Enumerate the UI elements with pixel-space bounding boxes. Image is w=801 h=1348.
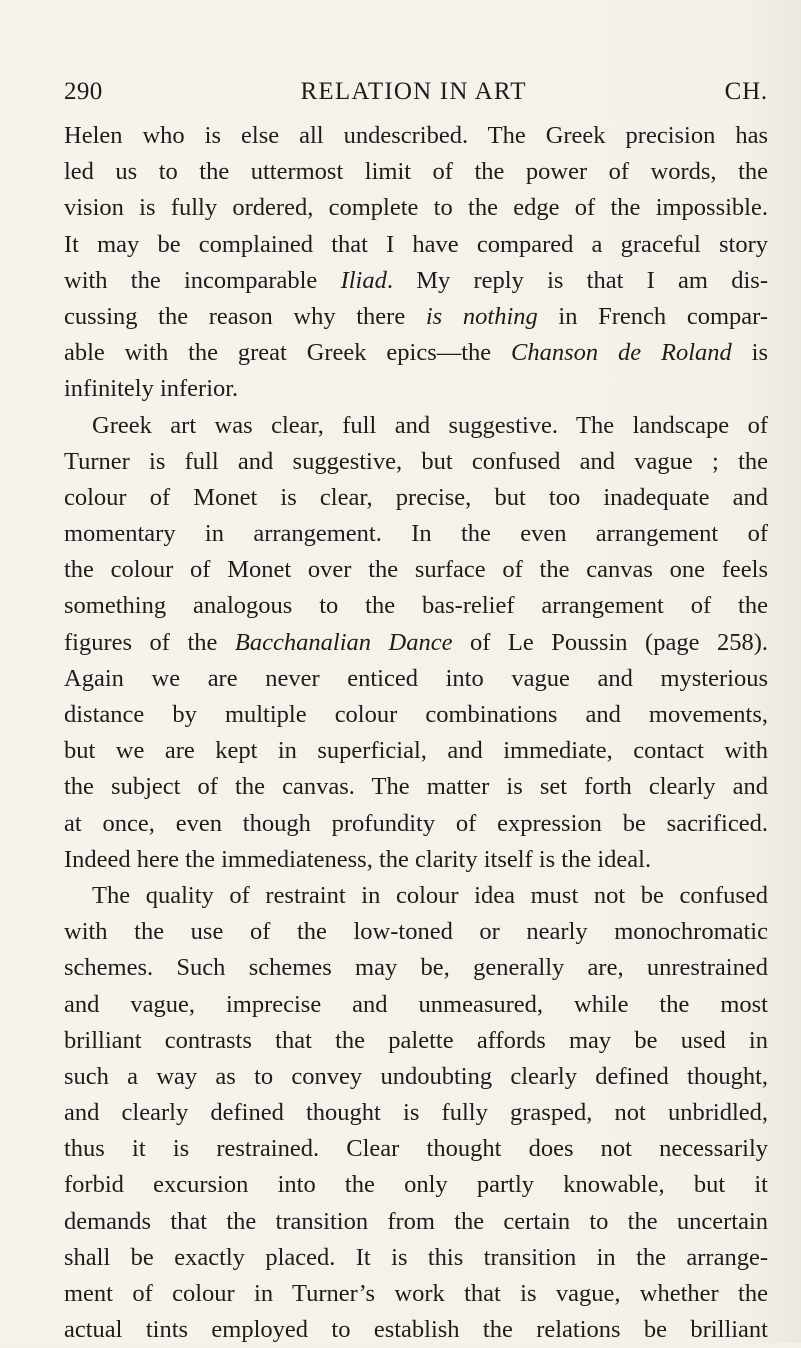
text-line-28: and clearly defined thought is fully grasped, not unbridled, [64, 1099, 768, 1127]
text-line-14: something analogous to the bas-relief arrangement of the [64, 592, 768, 620]
text-line-32: shall be exactly placed. It is this transition in the arrange- [64, 1243, 768, 1271]
emphasis-is-nothing: is nothing [425, 302, 538, 330]
text-line-30: forbid excursion into the only partly knowable, but it [64, 1171, 768, 1199]
text-line-29: thus it is restrained. Clear thought does not necessarily [64, 1135, 768, 1163]
text-line-10: Turner is full and suggestive, but confused and vague ; the [64, 447, 768, 475]
text-line-16: Again we are never enticed into vague and mysterious [64, 664, 768, 692]
iliad-title: Iliad [340, 266, 387, 294]
text-line-4: It may be complained that I have compared a graceful story [64, 230, 768, 258]
text-line-34: actual tints employed to establish the relations be brilliant [64, 1316, 768, 1344]
text-line-23: with the use of the low-toned or nearly monochromatic [64, 918, 768, 946]
text-line-25: and vague, imprecise and unmeasured, while the most [64, 990, 768, 1018]
text-line-22: The quality of restraint in colour idea must not be confused [92, 881, 768, 909]
text-line-6: cussing the reason why there is nothing in French compar- [64, 302, 768, 330]
text-line-13: the colour of Monet over the surface of the canvas one feels [64, 556, 768, 584]
text-line-31: demands that the transition from the certain to the uncertain [64, 1207, 768, 1235]
text-line-12: momentary in arrangement. In the even arrangement of [64, 520, 768, 548]
text-line-18: but we are kept in superficial, and immediate, contact with [64, 737, 768, 765]
text-line-7: able with the great Greek epics—the Chanson de Roland is [64, 339, 768, 367]
text-line-3: vision is fully ordered, complete to the edge of the impossible. [64, 194, 768, 222]
text-line-9: Greek art was clear, full and suggestive. The landscape of [92, 411, 768, 439]
text-line-19: the subject of the canvas. The matter is set forth clearly and [64, 773, 768, 801]
body-text [64, 118, 768, 1348]
text-line-2: led us to the uttermost limit of the power of words, the [64, 158, 768, 186]
running-title: RELATION IN ART [300, 78, 527, 105]
text-line-1: Helen who is else all undescribed. The Greek precision has [64, 122, 768, 149]
text-line-33: ment of colour in Turner’s work that is vague, whether the [64, 1280, 768, 1307]
text-line-20: at once, even though profundity of expression be sacrificed. [64, 809, 768, 837]
bacchanalian-dance-title: Bacchanalian Dance [234, 628, 453, 656]
page-number: 290 [64, 78, 103, 105]
text-line-24: schemes. Such schemes may be, generally are, unrestrained [64, 954, 768, 982]
text-line-27: such a way as to convey undoubting clearly defined thought, [64, 1062, 768, 1090]
text-line-21: Indeed here the immediateness, the clarity itself is the ideal. [64, 845, 652, 873]
text-line-26: brilliant contrasts that the palette affords may be used in [64, 1026, 768, 1054]
text-line-11: colour of Monet is clear, precise, but too inadequate and [64, 483, 768, 511]
chanson-de-roland-title: Chanson de Roland [511, 339, 732, 367]
chapter-mark: CH. [724, 78, 768, 105]
text-line-15: figures of the Bacchanalian Dance of Le Poussin (page 258). [64, 628, 768, 656]
text-line-8: infinitely inferior. [64, 375, 239, 403]
text-line-17: distance by multiple colour combinations and movements, [64, 701, 768, 728]
page-header [64, 78, 768, 114]
text-line-5: with the incomparable Iliad. My reply is that I am dis- [64, 266, 768, 294]
